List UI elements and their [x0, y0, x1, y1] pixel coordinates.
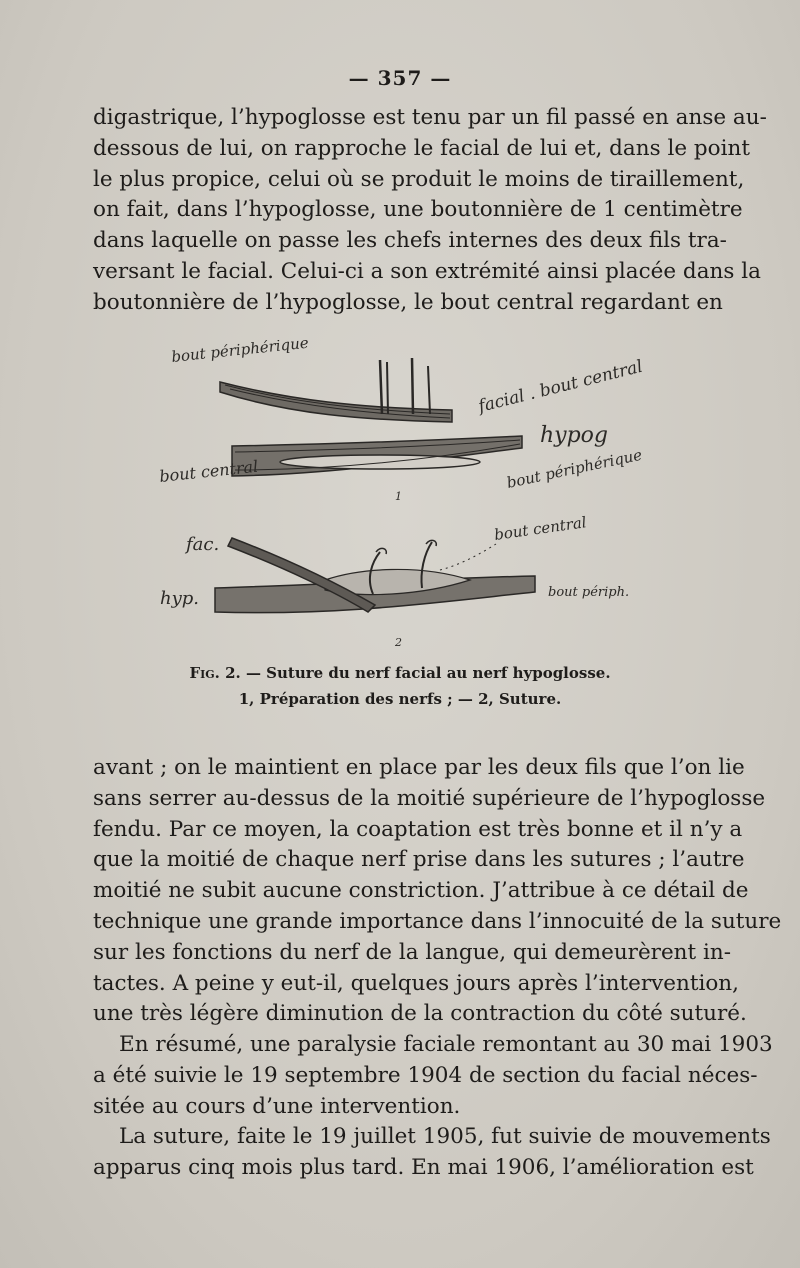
- text-line: sans serrer au-dessus de la moitié supérieure de l’hypoglosse: [93, 785, 766, 811]
- paragraph-2: [93, 753, 782, 1030]
- label-bout-central-2: bout central: [493, 513, 588, 544]
- label-hyp: hyp.: [160, 588, 200, 609]
- figure-caption-line-1: [0, 664, 800, 682]
- text-line: que la moitié de chaque nerf prise dans les sutures ; l’autre: [93, 847, 745, 873]
- text-line: tactes. A peine y eut-il, quelques jours après l’intervention,: [93, 970, 739, 996]
- figure-caption-prefix: Fig. 2.: [189, 664, 241, 682]
- figure-caption-text: — Suture du nerf facial au nerf hypoglosse.: [240, 664, 611, 682]
- label-bout-periph: bout périph.: [548, 585, 630, 600]
- label-bout-central-1: bout central: [158, 456, 260, 486]
- text-line: dans laquelle on passe les chefs internes des deux fils tra-: [93, 228, 727, 254]
- text-line: sur les fonctions du nerf de la langue, qui demeurèrent in-: [93, 939, 731, 965]
- text-line: a été suivie le 19 septembre 1904 de section du facial néces-: [93, 1062, 758, 1088]
- paragraph-1: [93, 103, 767, 319]
- text-line: sitée au cours d’une intervention.: [93, 1093, 461, 1119]
- figure-nerve-suture: [140, 340, 670, 650]
- text-line: La suture, faite le 19 juillet 1905, fut suivie de mouvements: [119, 1124, 771, 1149]
- hypoglossal-nerve-1: [232, 436, 522, 476]
- page-number: — 357 —: [348, 66, 452, 90]
- text-line: apparus cinq mois plus tard. En mai 1906, l’amélioration est: [93, 1154, 754, 1180]
- paragraph-4: [93, 1122, 771, 1184]
- label-facial-bout-central: facial . bout central: [476, 356, 645, 417]
- label-bout-peripherique-1: bout périphérique: [170, 340, 310, 366]
- label-bout-peripherique-2: bout périphérique: [505, 445, 644, 492]
- text-line: moitié ne subit aucune constriction. J’attribue à ce détail de: [93, 878, 749, 904]
- label-figure-2: 2: [395, 636, 402, 649]
- figure-caption-line-2: 1, Préparation des nerfs ; — 2, Suture.: [238, 690, 562, 708]
- facial-nerve-1: [220, 358, 452, 422]
- paragraph-3: [93, 1030, 773, 1122]
- text-line: versant le facial. Celui-ci a son extrémité ainsi placée dans la: [93, 258, 761, 284]
- text-line: technique une grande importance dans l’innocuité de la suture: [93, 908, 782, 934]
- text-line: fendu. Par ce moyen, la coaptation est très bonne et il n’y a: [93, 816, 743, 842]
- text-line: une très légère diminution de la contraction du côté suturé.: [93, 1001, 747, 1027]
- label-fac: fac.: [186, 534, 220, 555]
- text-line: boutonnière de l’hypoglosse, le bout central regardant en: [93, 289, 723, 315]
- text-line: avant ; on le maintient en place par les deux fils que l’on lie: [93, 755, 745, 780]
- text-line: digastrique, l’hypoglosse est tenu par un fil passé en anse au-: [93, 105, 767, 130]
- text-line: on fait, dans l’hypoglosse, une boutonnière de 1 centimètre: [93, 197, 743, 223]
- label-hypog: hypog: [540, 423, 609, 448]
- label-figure-1: 1: [395, 490, 402, 503]
- text-line: En résumé, une paralysie faciale remontant au 30 mai 1903: [119, 1032, 773, 1057]
- text-line: le plus propice, celui où se produit le moins de tiraillement,: [93, 166, 745, 192]
- text-line: dessous de lui, on rapproche le facial de lui et, dans le point: [93, 135, 750, 161]
- suture-drawing-2: [215, 538, 535, 613]
- nerve-drawing: [140, 340, 670, 650]
